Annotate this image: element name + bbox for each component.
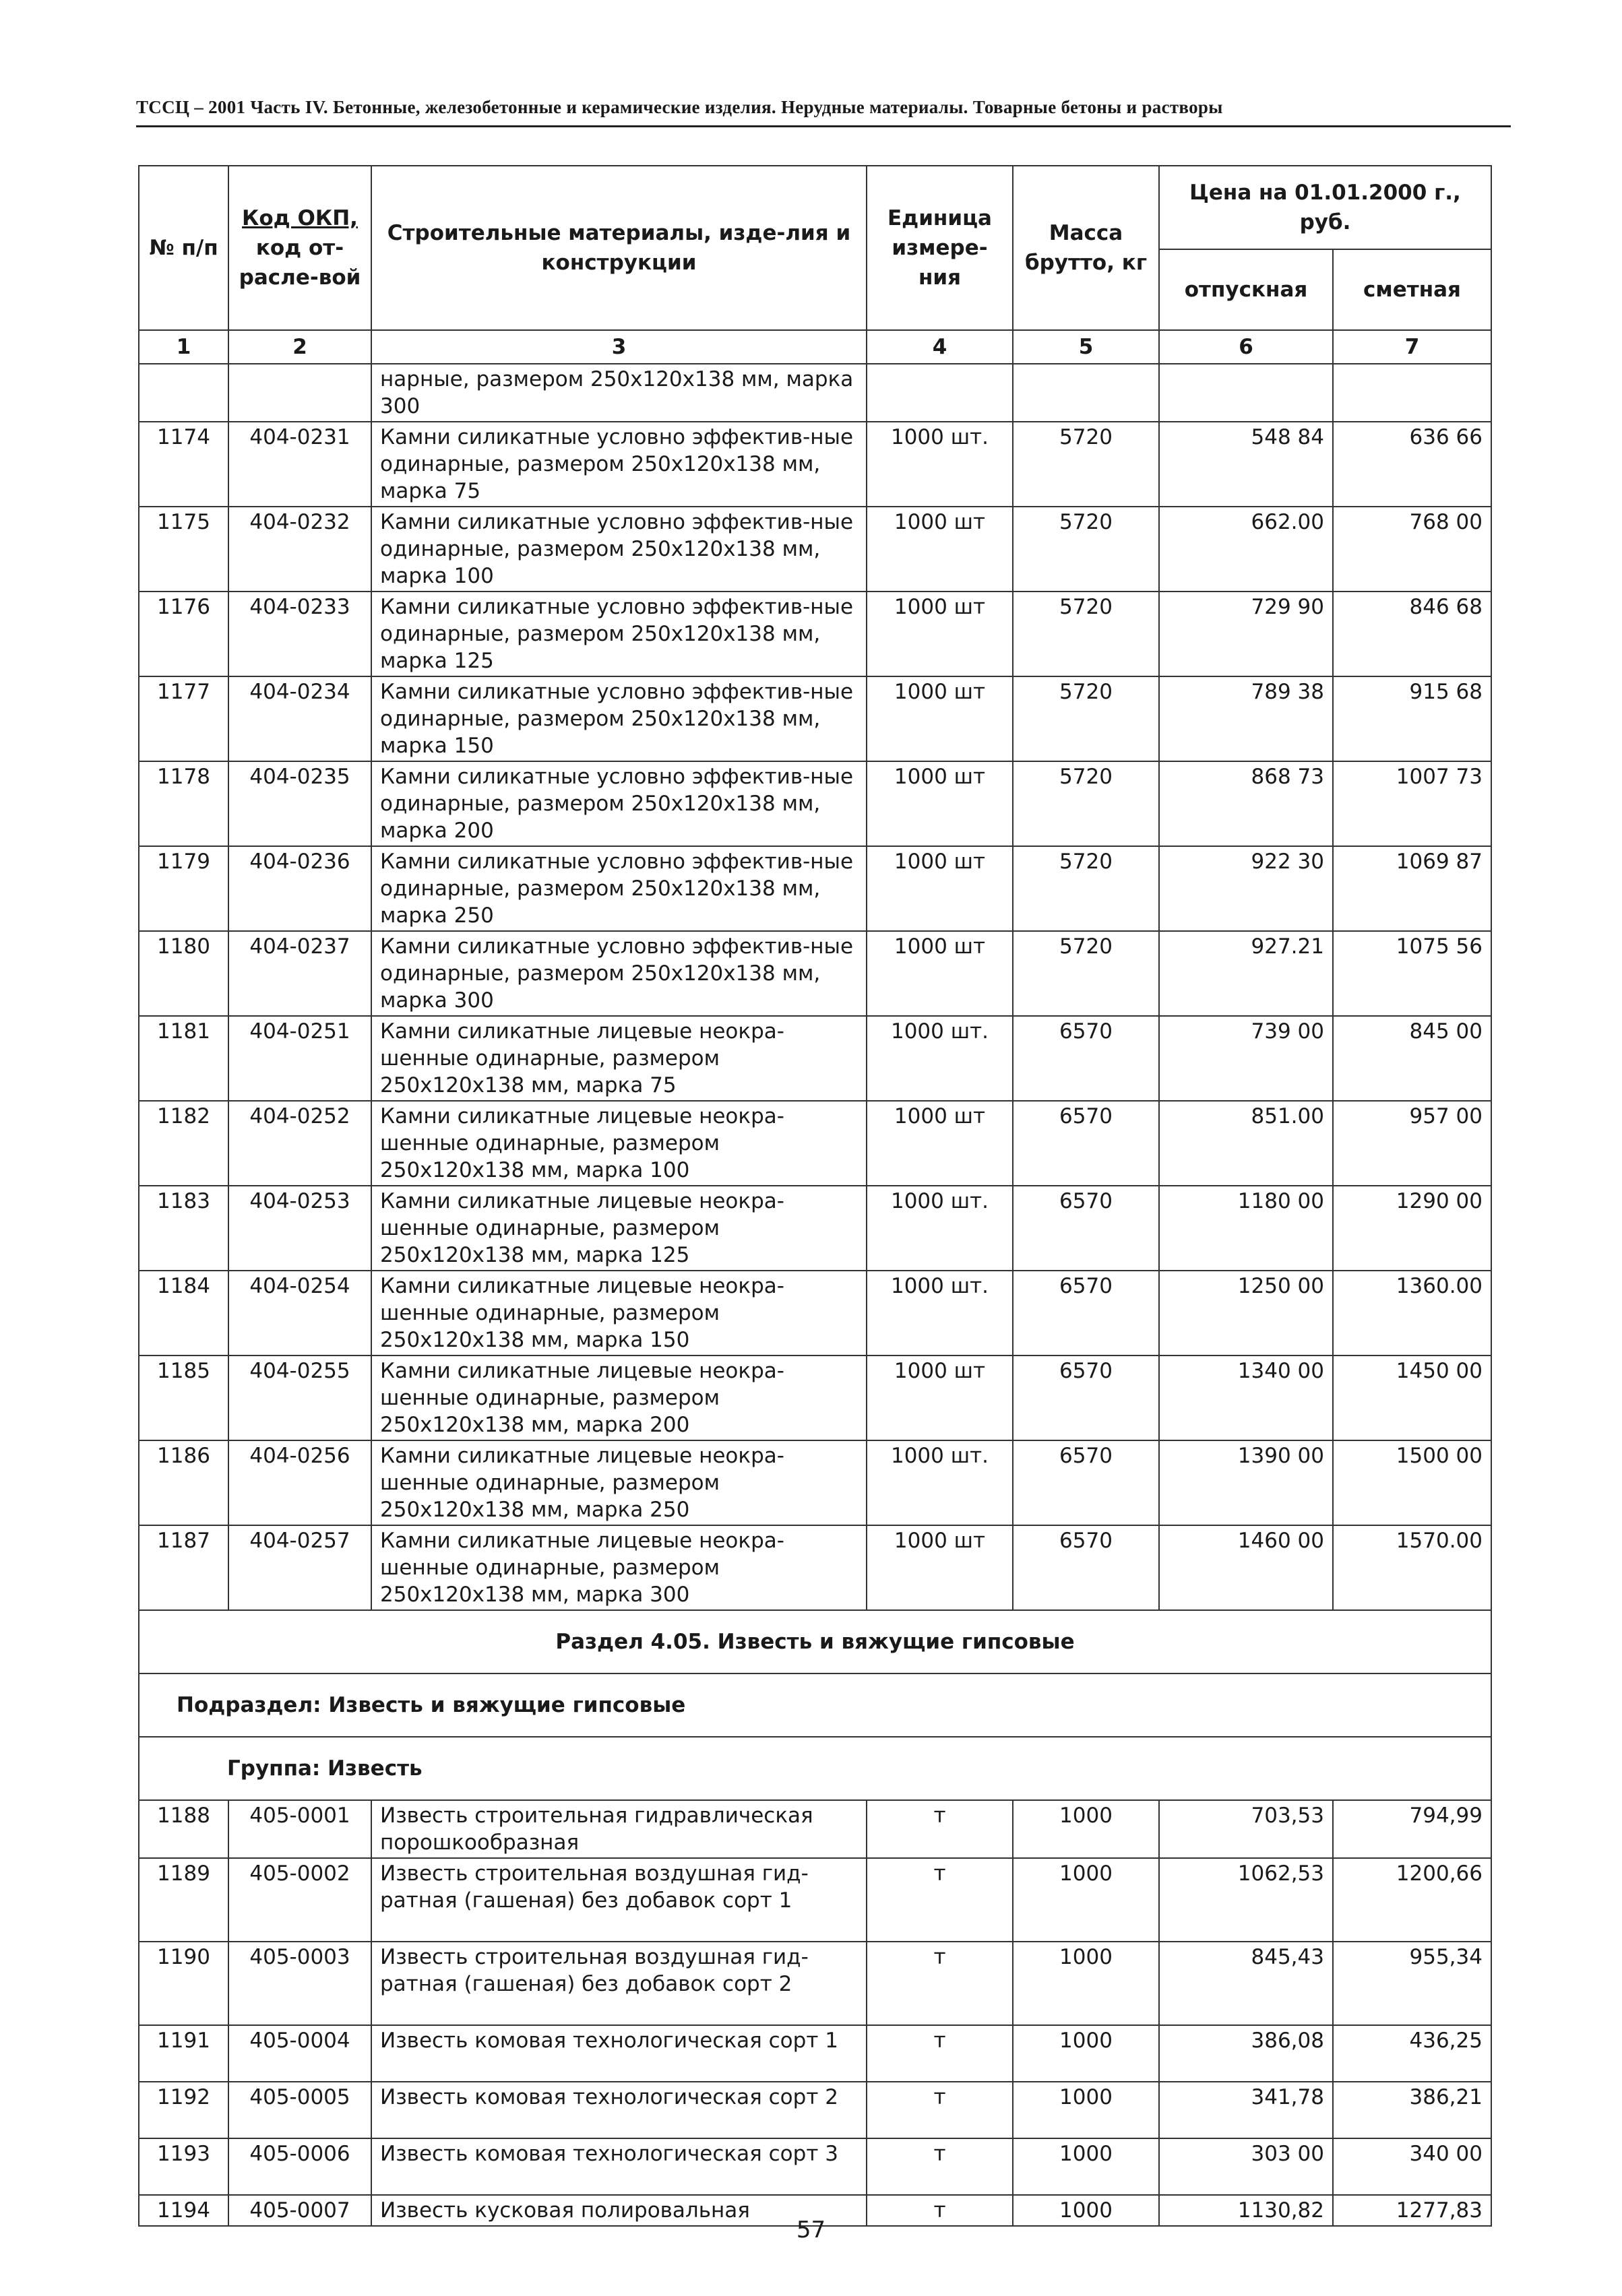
row-number: 1192 (139, 2082, 228, 2138)
okp-code: 405-0005 (228, 2082, 371, 2138)
release-price: 927.21 (1159, 931, 1333, 1016)
section-title: Раздел 4.05. Известь и вяжущие гипсовые (139, 1610, 1491, 1673)
release-price: 1460 00 (1159, 1525, 1333, 1610)
estimate-price: 1570.00 (1333, 1525, 1491, 1610)
unit: т (867, 2138, 1013, 2195)
header-rule (136, 125, 1511, 127)
material-name: Камни силикатные лицевые неокра-шенные одинарные, размером 250х120х138 мм, марка 125 (371, 1186, 867, 1271)
estimate-price: 636 66 (1333, 422, 1491, 507)
table-row (139, 592, 1491, 676)
unit: 1000 шт (867, 1356, 1013, 1440)
release-price: 851.00 (1159, 1101, 1333, 1186)
column-number: 1 (139, 330, 228, 364)
mass: 5720 (1013, 761, 1159, 846)
material-name: Камни силикатные лицевые неокра-шенные одинарные, размером 250х120х138 мм, марка 75 (371, 1016, 867, 1101)
estimate-price: 845 00 (1333, 1016, 1491, 1101)
estimate-price: 1069 87 (1333, 846, 1491, 931)
table-row (139, 1440, 1491, 1525)
okp-code: 404-0254 (228, 1271, 371, 1356)
release-price: 789 38 (1159, 676, 1333, 761)
estimate-price: 1075 56 (1333, 931, 1491, 1016)
row-number: 1191 (139, 2025, 228, 2082)
material-name: Известь строительная воздушная гид-ратная (гашеная) без добавок сорт 2 (371, 1942, 867, 2025)
col-header-price: Цена на 01.01.2000 г., руб. (1159, 166, 1491, 249)
row-number: 1182 (139, 1101, 228, 1186)
subsection-title-row (139, 1673, 1491, 1737)
group-title: Группа: Известь (139, 1737, 1491, 1800)
unit: т (867, 2082, 1013, 2138)
release-price: 1250 00 (1159, 1271, 1333, 1356)
release-price: 703,53 (1159, 1800, 1333, 1858)
mass: 1000 (1013, 2025, 1159, 2082)
okp-code: 405-0007 (228, 2195, 371, 2226)
okp-code: 404-0251 (228, 1016, 371, 1101)
release-price: 739 00 (1159, 1016, 1333, 1101)
material-name: Камни силикатные условно эффектив-ные одинарные, размером 250х120х138 мм, марка 75 (371, 422, 867, 507)
estimate-price: 1277,83 (1333, 2195, 1491, 2226)
okp-code: 404-0231 (228, 422, 371, 507)
unit: 1000 шт (867, 1101, 1013, 1186)
okp-subtitle: код от-расле-вой (239, 236, 361, 290)
estimate-price: 1007 73 (1333, 761, 1491, 846)
table-row (139, 2025, 1491, 2082)
okp-code: 404-0253 (228, 1186, 371, 1271)
material-name: Камни силикатные лицевые неокра-шенные одинарные, размером 250х120х138 мм, марка 200 (371, 1356, 867, 1440)
okp-code: 405-0003 (228, 1942, 371, 2025)
release-price: 341,78 (1159, 2082, 1333, 2138)
col-header-release: отпускная (1159, 249, 1333, 330)
section-title-row (139, 1610, 1491, 1673)
okp-code: 405-0002 (228, 1858, 371, 1942)
table-row (139, 2138, 1491, 2195)
estimate-price: 955,34 (1333, 1942, 1491, 2025)
table-row (139, 422, 1491, 507)
row-number: 1178 (139, 761, 228, 846)
unit: т (867, 1858, 1013, 1942)
estimate-price: 1500 00 (1333, 1440, 1491, 1525)
material-name: Камни силикатные условно эффектив-ные одинарные, размером 250х120х138 мм, марка 100 (371, 507, 867, 592)
row-number: 1189 (139, 1858, 228, 1942)
unit: 1000 шт (867, 507, 1013, 592)
release-price: 303 00 (1159, 2138, 1333, 2195)
mass: 1000 (1013, 2138, 1159, 2195)
running-header: ТССЦ – 2001 Часть IV. Бетонные, железобетонные и керамические изделия. Нерудные материалы. Товарные бетоны и растворы (136, 97, 1223, 117)
okp-code: 404-0235 (228, 761, 371, 846)
mass: 6570 (1013, 1101, 1159, 1186)
table-row (139, 1858, 1491, 1942)
release-price: 1180 00 (1159, 1186, 1333, 1271)
mass: 6570 (1013, 1440, 1159, 1525)
unit: 1000 шт (867, 846, 1013, 931)
release-price: 1130,82 (1159, 2195, 1333, 2226)
page-number: 57 (796, 2217, 826, 2243)
unit: 1000 шт. (867, 1271, 1013, 1356)
release-price: 386,08 (1159, 2025, 1333, 2082)
material-name: Камни силикатные лицевые неокра-шенные одинарные, размером 250х120х138 мм, марка 150 (371, 1271, 867, 1356)
continuation-text: нарные, размером 250х120х138 мм, марка 300 (371, 364, 867, 422)
okp-title: Код ОКП, (242, 206, 358, 230)
release-price: 548 84 (1159, 422, 1333, 507)
okp-code: 404-0234 (228, 676, 371, 761)
column-number: 5 (1013, 330, 1159, 364)
estimate-price: 436,25 (1333, 2025, 1491, 2082)
column-number: 3 (371, 330, 867, 364)
mass: 5720 (1013, 507, 1159, 592)
unit: 1000 шт (867, 676, 1013, 761)
table-row (139, 1800, 1491, 1858)
okp-code: 404-0237 (228, 931, 371, 1016)
mass: 5720 (1013, 422, 1159, 507)
column-numbers-row (139, 330, 1491, 364)
material-name: Камни силикатные лицевые неокра-шенные одинарные, размером 250х120х138 мм, марка 250 (371, 1440, 867, 1525)
okp-code: 404-0256 (228, 1440, 371, 1525)
mass: 5720 (1013, 931, 1159, 1016)
release-price: 662.00 (1159, 507, 1333, 592)
release-price: 922 30 (1159, 846, 1333, 931)
estimate-price: 846 68 (1333, 592, 1491, 676)
col-header-estimate: сметная (1333, 249, 1491, 330)
estimate-price: 340 00 (1333, 2138, 1491, 2195)
okp-code: 404-0252 (228, 1101, 371, 1186)
unit: 1000 шт (867, 761, 1013, 846)
material-name: Известь кусковая полировальная (371, 2195, 867, 2226)
row-number: 1193 (139, 2138, 228, 2195)
col-header-okp (228, 166, 371, 330)
material-name: Камни силикатные условно эффектив-ные одинарные, размером 250х120х138 мм, марка 300 (371, 931, 867, 1016)
release-price: 845,43 (1159, 1942, 1333, 2025)
table-row (139, 676, 1491, 761)
estimate-price: 1360.00 (1333, 1271, 1491, 1356)
material-name: Известь комовая технологическая сорт 2 (371, 2082, 867, 2138)
unit: 1000 шт (867, 931, 1013, 1016)
row-number: 1179 (139, 846, 228, 931)
unit: т (867, 1942, 1013, 2025)
material-name: Камни силикатные условно эффектив-ные одинарные, размером 250х120х138 мм, марка 150 (371, 676, 867, 761)
price-table (138, 165, 1492, 2227)
unit: 1000 шт. (867, 422, 1013, 507)
row-number: 1187 (139, 1525, 228, 1610)
okp-code: 404-0232 (228, 507, 371, 592)
table-row (139, 1356, 1491, 1440)
table-row (139, 761, 1491, 846)
material-name: Камни силикатные лицевые неокра-шенные одинарные, размером 250х120х138 мм, марка 300 (371, 1525, 867, 1610)
col-header-num: № п/п (139, 166, 228, 330)
mass: 6570 (1013, 1016, 1159, 1101)
row-number: 1180 (139, 931, 228, 1016)
table-row (139, 846, 1491, 931)
estimate-price: 386,21 (1333, 2082, 1491, 2138)
okp-code: 404-0236 (228, 846, 371, 931)
okp-code: 404-0233 (228, 592, 371, 676)
mass: 1000 (1013, 2195, 1159, 2226)
table-row (139, 1016, 1491, 1101)
unit: т (867, 1800, 1013, 1858)
estimate-price: 1450 00 (1333, 1356, 1491, 1440)
subsection-title: Подраздел: Известь и вяжущие гипсовые (139, 1673, 1491, 1737)
mass: 5720 (1013, 676, 1159, 761)
release-price: 729 90 (1159, 592, 1333, 676)
okp-code: 404-0257 (228, 1525, 371, 1610)
column-number: 6 (1159, 330, 1333, 364)
row-number: 1184 (139, 1271, 228, 1356)
table-row (139, 1101, 1491, 1186)
col-header-unit: Единица измере-ния (867, 166, 1013, 330)
mass: 6570 (1013, 1186, 1159, 1271)
estimate-price: 768 00 (1333, 507, 1491, 592)
material-name: Камни силикатные лицевые неокра-шенные одинарные, размером 250х120х138 мм, марка 100 (371, 1101, 867, 1186)
okp-code: 405-0004 (228, 2025, 371, 2082)
unit: 1000 шт. (867, 1016, 1013, 1101)
okp-code: 404-0255 (228, 1356, 371, 1440)
row-number: 1186 (139, 1440, 228, 1525)
row-number: 1174 (139, 422, 228, 507)
mass: 6570 (1013, 1525, 1159, 1610)
table-row (139, 1186, 1491, 1271)
row-number: 1175 (139, 507, 228, 592)
continuation-row (139, 364, 1491, 422)
estimate-price: 1200,66 (1333, 1858, 1491, 1942)
release-price: 1062,53 (1159, 1858, 1333, 1942)
estimate-price: 957 00 (1333, 1101, 1491, 1186)
mass: 6570 (1013, 1356, 1159, 1440)
table-row (139, 1525, 1491, 1610)
unit: т (867, 2195, 1013, 2226)
estimate-price: 794,99 (1333, 1800, 1491, 1858)
mass: 1000 (1013, 1858, 1159, 1942)
group-title-row (139, 1737, 1491, 1800)
row-number: 1194 (139, 2195, 228, 2226)
material-name: Камни силикатные условно эффектив-ные одинарные, размером 250х120х138 мм, марка 125 (371, 592, 867, 676)
column-number: 7 (1333, 330, 1491, 364)
col-header-name: Строительные материалы, изде-лия и конструкции (371, 166, 867, 330)
release-price: 1340 00 (1159, 1356, 1333, 1440)
material-name: Камни силикатные условно эффектив-ные одинарные, размером 250х120х138 мм, марка 200 (371, 761, 867, 846)
unit: 1000 шт. (867, 1186, 1013, 1271)
row-number: 1181 (139, 1016, 228, 1101)
material-name: Камни силикатные условно эффектив-ные одинарные, размером 250х120х138 мм, марка 250 (371, 846, 867, 931)
col-header-mass: Масса брутто, кг (1013, 166, 1159, 330)
column-number: 2 (228, 330, 371, 364)
column-number: 4 (867, 330, 1013, 364)
mass: 6570 (1013, 1271, 1159, 1356)
estimate-price: 915 68 (1333, 676, 1491, 761)
mass: 1000 (1013, 1800, 1159, 1858)
material-name: Известь комовая технологическая сорт 1 (371, 2025, 867, 2082)
row-number: 1183 (139, 1186, 228, 1271)
mass: 5720 (1013, 592, 1159, 676)
table-row (139, 1271, 1491, 1356)
material-name: Известь строительная воздушная гид-ратная (гашеная) без добавок сорт 1 (371, 1858, 867, 1942)
mass: 1000 (1013, 1942, 1159, 2025)
okp-code: 405-0006 (228, 2138, 371, 2195)
mass: 5720 (1013, 846, 1159, 931)
unit: т (867, 2025, 1013, 2082)
okp-code: 405-0001 (228, 1800, 371, 1858)
release-price: 1390 00 (1159, 1440, 1333, 1525)
unit: 1000 шт. (867, 1440, 1013, 1525)
estimate-price: 1290 00 (1333, 1186, 1491, 1271)
mass: 1000 (1013, 2082, 1159, 2138)
row-number: 1185 (139, 1356, 228, 1440)
unit: 1000 шт (867, 1525, 1013, 1610)
row-number: 1176 (139, 592, 228, 676)
table-row (139, 507, 1491, 592)
unit: 1000 шт (867, 592, 1013, 676)
row-number: 1190 (139, 1942, 228, 2025)
material-name: Известь строительная гидравлическая порошкообразная (371, 1800, 867, 1858)
row-number: 1188 (139, 1800, 228, 1858)
table-row (139, 1942, 1491, 2025)
release-price: 868 73 (1159, 761, 1333, 846)
table-row (139, 2082, 1491, 2138)
table-row (139, 931, 1491, 1016)
material-name: Известь комовая технологическая сорт 3 (371, 2138, 867, 2195)
row-number: 1177 (139, 676, 228, 761)
